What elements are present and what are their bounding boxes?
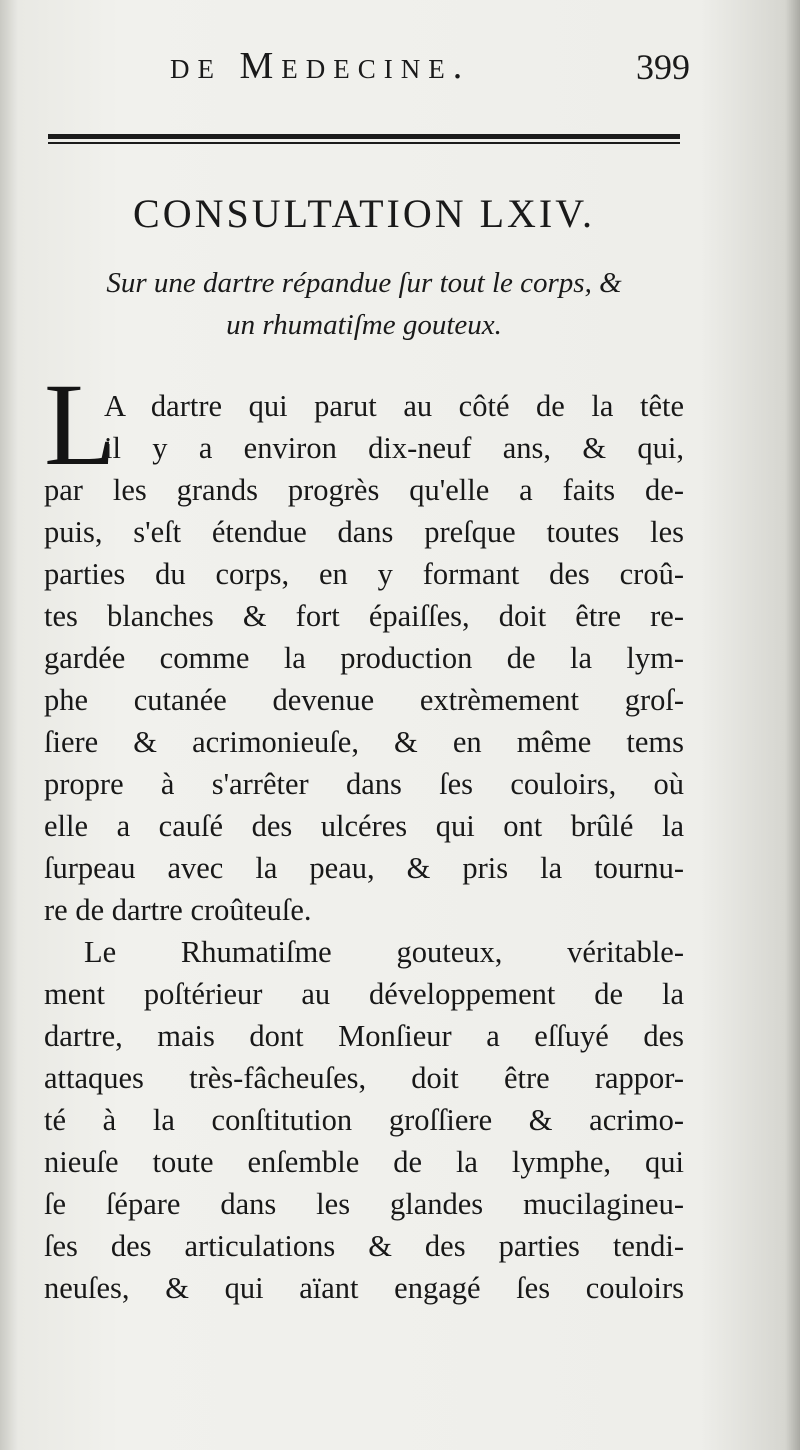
- text-line: nieuſe toute enſemble de la lymphe, qui: [44, 1145, 684, 1179]
- page-header: [48, 42, 690, 92]
- body-text: [44, 385, 684, 1309]
- text-line: gardée comme la production de la lym-: [44, 641, 684, 675]
- text-line: té à la conſtitution groſſiere & acrimo-: [44, 1103, 684, 1137]
- drop-cap: L: [44, 359, 117, 490]
- consultation-subtitle: [48, 262, 680, 346]
- text-line: dartre, mais dont Monſieur a eſſuyé des: [44, 1019, 684, 1053]
- text-line: puis, s'eſt étendue dans preſque toutes les: [44, 515, 684, 549]
- page-number: 399: [636, 47, 690, 87]
- running-title: de Medecine.: [170, 45, 471, 87]
- text-line: Le Rhumatiſme gouteux, véritable-: [84, 935, 684, 969]
- text-line: ſurpeau avec la peau, & pris la tournu-: [44, 851, 684, 885]
- text-line: ſiere & acrimonieuſe, & en même tems: [44, 725, 684, 759]
- text-line: A dartre qui parut au côté de la tête: [104, 389, 684, 423]
- text-line: phe cutanée devenue extrèmement groſ-: [44, 683, 684, 717]
- text-line: elle a cauſé des ulcéres qui ont brûlé la: [44, 809, 684, 843]
- subtitle-line: un rhumatiſme gouteux.: [226, 309, 502, 341]
- text-line: neuſes, & qui aïant engagé ſes couloirs: [44, 1271, 684, 1305]
- text-line: tes blanches & fort épaiſſes, doit être re-: [44, 599, 684, 633]
- text-line: parties du corps, en y formant des croû-: [44, 557, 684, 591]
- header-rule: [48, 134, 680, 144]
- text-line: re de dartre croûteuſe.: [44, 893, 312, 927]
- text-line: propre à s'arrêter dans ſes couloirs, où: [44, 767, 684, 801]
- text-line: il y a environ dix-neuf ans, & qui,: [104, 431, 684, 465]
- text-line: ſes des articulations & des parties tendi-: [44, 1229, 684, 1263]
- text-line: ſe ſépare dans les glandes mucilagineu-: [44, 1187, 684, 1221]
- subtitle-line: Sur une dartre répandue ſur tout le corps, &: [106, 267, 622, 299]
- consultation-title: CONSULTATION LXIV.: [133, 191, 595, 236]
- text-line: ment poſtérieur au développement de la: [44, 977, 684, 1011]
- text-line: par les grands progrès qu'elle a faits de-: [44, 473, 684, 507]
- text-line: attaques très-fâcheuſes, doit être rappor-: [44, 1061, 684, 1095]
